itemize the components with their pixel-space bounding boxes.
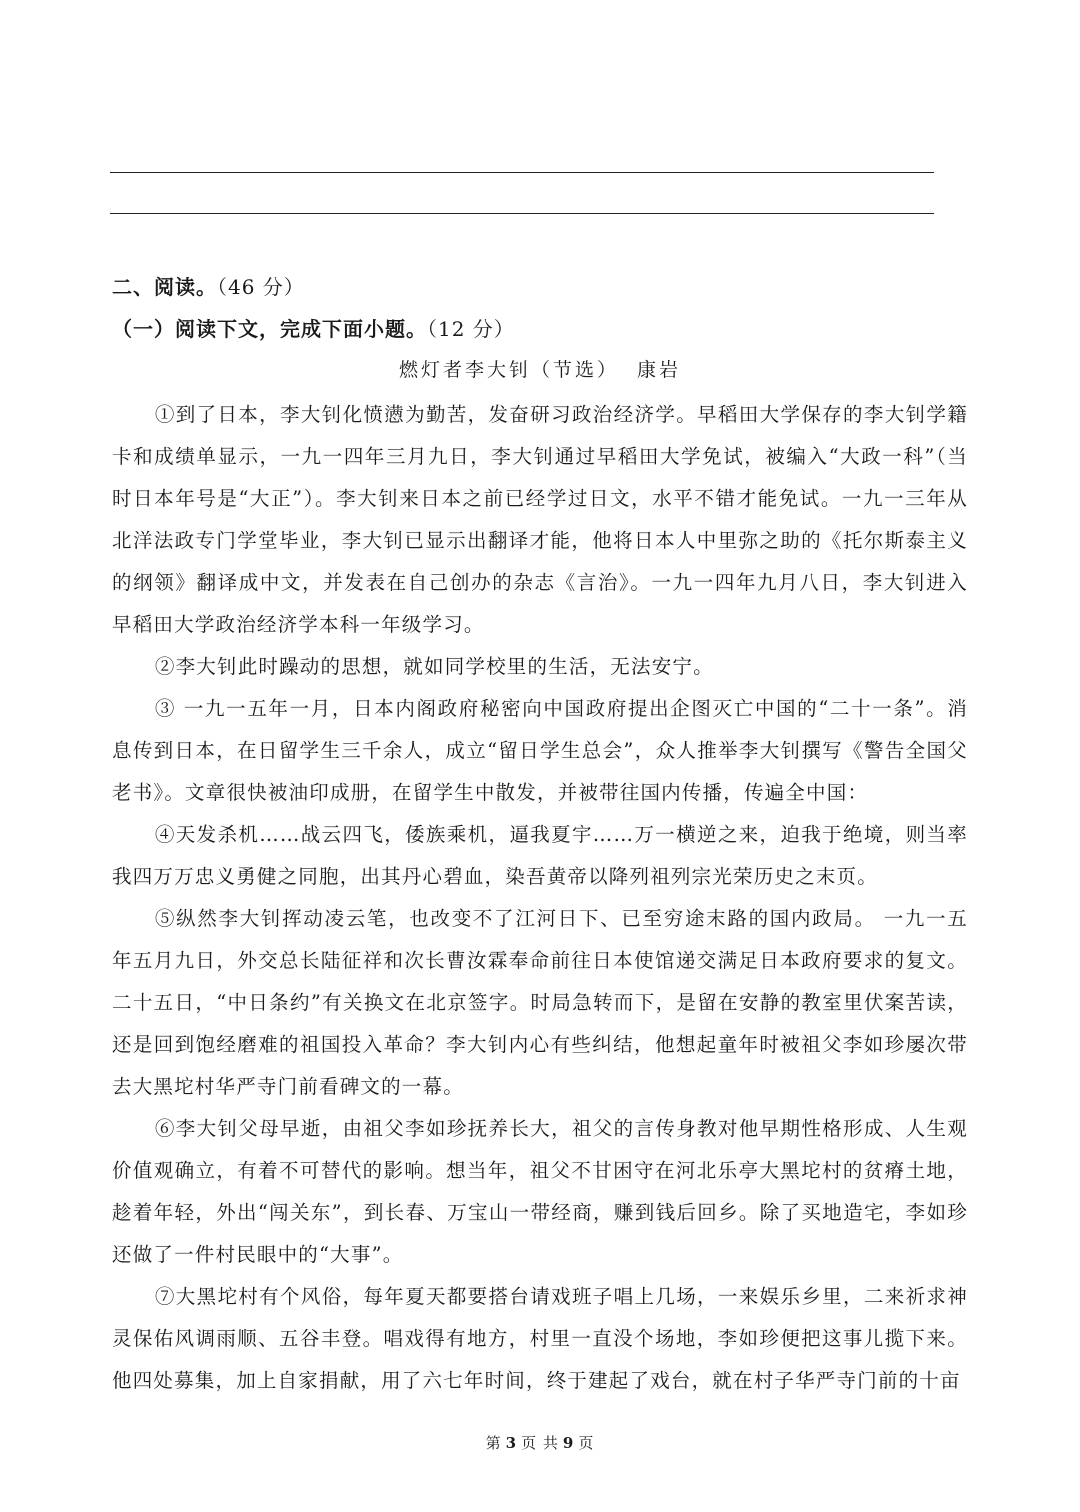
paragraph-6: ⑥李大钊父母早逝，由祖父李如珍抚养长大，祖父的言传身教对他早期性格形成、人生观价值观确立，有着不可替代的影响。想当年，祖父不甘困守在河北乐亭大黑坨村的贫瘠土地，趁着年轻，外出“闯关东”，到长春、万宝山一带经商，赚到钱后回乡。除了买地造宅，李如珍还做了一件村民眼中的“大事”。 [112, 1117, 968, 1266]
article-title: 燃灯者李大钊（节选） [398, 359, 619, 381]
paragraph-7: ⑦大黑坨村有个风俗，每年夏天都要搭台请戏班子唱上几场，一来娱乐乡里，二来祈求神灵保佑风调雨顺、五谷丰登。唱戏得有地方，村里一直没个场地，李如珍便把这事儿揽下来。他四处募集，加上自家捐献，用了六七年时间，终于建起了戏台，就在村子华严寺门前的十亩 [112, 1285, 968, 1392]
footer-suffix: 页 [578, 1434, 595, 1452]
footer-middle: 页 共 [521, 1434, 559, 1452]
subsection-title: （一）阅读下文，完成下面小题。 [112, 317, 427, 341]
page-footer [0, 1432, 1080, 1453]
paragraph-4: ④天发杀机……战云四飞，倭族乘机，逼我夏宇……万一横逆之来，迫我于绝境，则当率我四万万忠义勇健之同胞，出其丹心碧血，染吾黄帝以降列祖列宗光荣历史之末页。 [112, 823, 968, 888]
answer-line-2 [110, 213, 934, 214]
footer-prefix: 第 [485, 1434, 502, 1452]
section-title: 二、阅读。 [112, 275, 217, 299]
paragraph-1: ①到了日本，李大钊化愤懑为勤苦，发奋研习政治经济学。早稻田大学保存的李大钊学籍卡和成绩单显示，一九一四年三月九日，李大钊通过早稻田大学免试，被编入“大政一科”（当时日本年号是“大正”）。李大钊来日本之前已经学过日文，水平不错才能免试。一九一三年从北洋法政专门学堂毕业，李大钊已显示出翻译才能，他将日本人中里弥之助的《托尔斯泰主义的纲领》翻译成中文，并发表在自己创办的杂志《言治》。一九一四年九月八日，李大钊进入早稻田大学政治经济学本科一年级学习。 [112, 403, 968, 636]
paragraph-3: ③ 一九一五年一月，日本内阁政府秘密向中国政府提出企图灭亡中国的“二十一条”。消息传到日本，在日留学生三千余人，成立“留日学生总会”，众人推举李大钊撰写《警告全国父老书》。文章很快被油印成册，在留学生中散发，并被带往国内传播，传遍全中国： [112, 697, 968, 804]
section-points: （46 分） [217, 275, 305, 299]
subsection-points: （12 分） [427, 317, 515, 341]
footer-page-number: 3 [505, 1434, 518, 1452]
answer-line-1 [110, 172, 934, 173]
article-title-line [0, 355, 1080, 382]
paragraph-5: ⑤纵然李大钊挥动凌云笔，也改变不了江河日下、已至穷途末路的国内政局。 一九一五年五月九日，外交总长陆征祥和次长曹汝霖奉命前往日本使馆递交满足日本政府要求的复文。二十五日，“中日条约”有关换文在北京签字。时局急转而下，是留在安静的教室里伏案苦读，还是回到饱经磨难的祖国投入革命？李大钊内心有些纠结，他想起童年时被祖父李如珍屡次带去大黑坨村华严寺门前看碑文的一幕。 [112, 907, 968, 1098]
section-heading [112, 271, 305, 300]
article-body [112, 394, 968, 1402]
footer-total-pages: 9 [562, 1434, 575, 1452]
article-author: 康岩 [637, 359, 682, 381]
paragraph-2: ②李大钊此时躁动的思想，就如同学校里的生活，无法安宁。 [154, 655, 714, 678]
subsection-heading [112, 313, 515, 342]
